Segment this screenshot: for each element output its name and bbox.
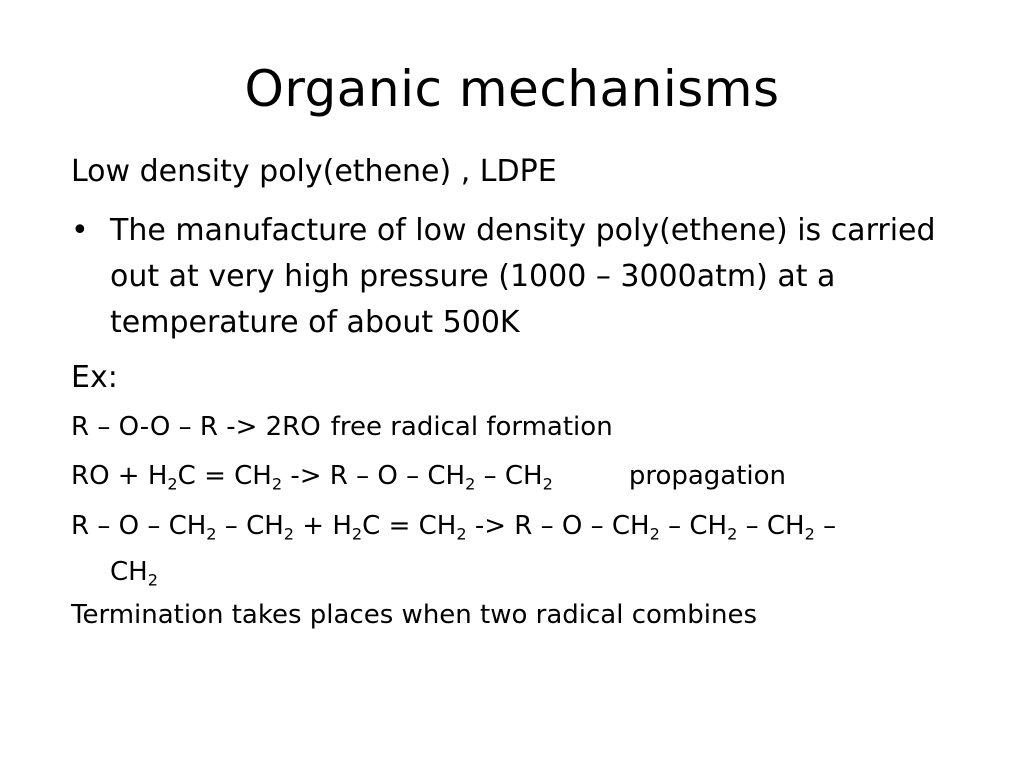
eq-subscript: 2 — [465, 474, 476, 494]
eq-text: RO + H — [71, 461, 168, 491]
step2-line — [71, 459, 786, 493]
step3-continuation — [110, 555, 158, 589]
eq-subscript: 2 — [167, 474, 178, 494]
eq-text: – CH — [659, 511, 728, 541]
eq-subscript: 2 — [456, 524, 467, 544]
step2-label: propagation — [628, 461, 787, 491]
eq-text: – CH — [475, 461, 543, 491]
example-label: Ex: — [71, 360, 118, 395]
eq-subscript: 2 — [542, 474, 553, 494]
eq-text: C = CH — [177, 461, 272, 491]
eq-text: -> R – O – CH — [282, 461, 466, 491]
eq-subscript: 2 — [147, 570, 158, 590]
eq-text: CH — [110, 557, 148, 587]
eq-text: R – O – CH — [71, 511, 207, 541]
eq-subscript: 2 — [804, 524, 815, 544]
bullet-text: The manufacture of low density poly(ethene) is carried out at very high pressure (1000 – 3000atm) at a temperature of about 500K — [110, 213, 936, 340]
eq-subscript: 2 — [351, 524, 363, 544]
eq-subscript: 2 — [271, 474, 283, 494]
eq-text: + H — [294, 511, 352, 541]
eq-text: – — [814, 511, 837, 541]
eq-subscript: 2 — [283, 524, 295, 544]
step3-line — [71, 509, 836, 543]
eq-subscript: 2 — [649, 524, 660, 544]
eq-text: – CH — [216, 511, 284, 541]
heading-text: Low density poly(ethene) , LDPE — [71, 154, 557, 189]
step2-equation — [71, 461, 553, 494]
eq-subscript: 2 — [727, 524, 738, 544]
slide-title: Organic mechanisms — [244, 60, 780, 118]
bullet-marker: • — [71, 213, 89, 248]
eq-text: -> R – O – CH — [466, 511, 650, 541]
step1-label: free radical formation — [330, 412, 613, 442]
bullet-item — [71, 208, 966, 346]
step1-equation: R – O-O – R -> 2RO — [71, 412, 321, 442]
eq-subscript: 2 — [206, 524, 217, 544]
eq-text: C = CH — [362, 511, 457, 541]
eq-text: – CH — [737, 511, 805, 541]
step1-line — [71, 410, 613, 444]
termination-text: Termination takes places when two radical combines — [71, 600, 758, 630]
